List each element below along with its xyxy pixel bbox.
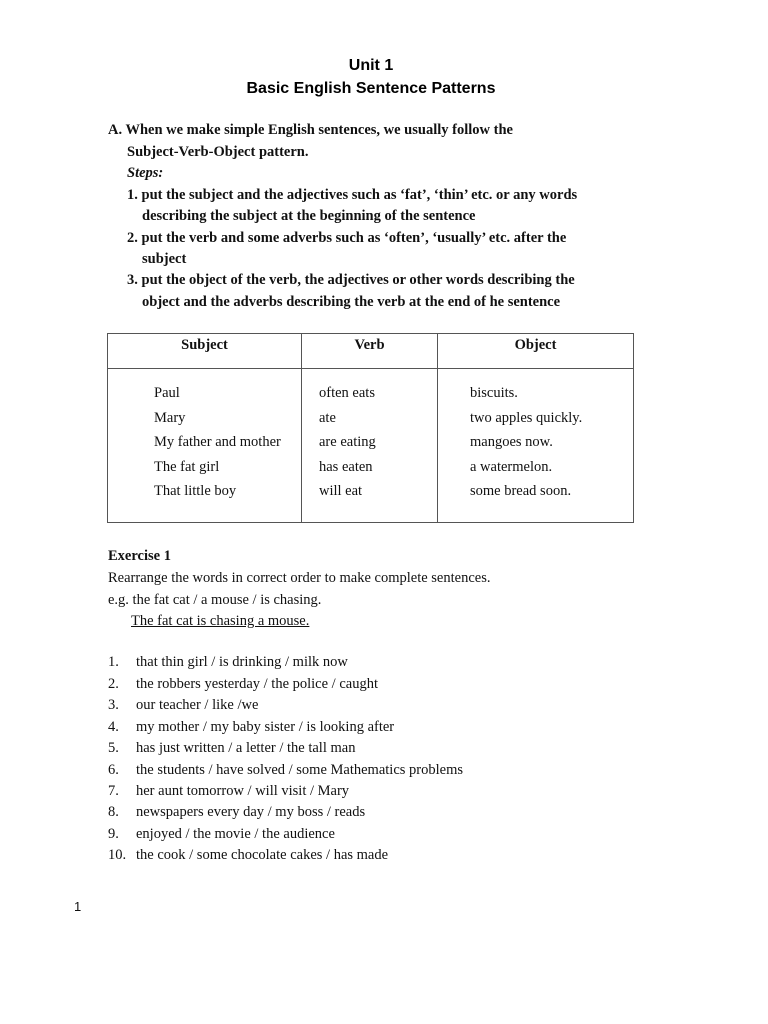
subject-cell: The fat girl xyxy=(154,458,220,475)
verb-cell: ate xyxy=(319,409,336,426)
item-number: 4. xyxy=(108,719,119,735)
page-number: 1 xyxy=(74,899,82,914)
item-text: our teacher / like /we xyxy=(136,697,259,713)
exercise-item xyxy=(108,802,365,823)
item-number: 5. xyxy=(108,740,119,756)
exercise-item xyxy=(108,781,349,802)
exercise-instruction: Rearrange the words in correct order to make complete sentences. xyxy=(108,570,491,586)
object-cell: biscuits. xyxy=(470,385,518,401)
exercise-example-answer: The fat cat is chasing a mouse. xyxy=(131,613,310,629)
verb-cell: will eat xyxy=(319,483,363,499)
item-number: 2. xyxy=(108,676,119,692)
exercise-item xyxy=(108,652,348,673)
step2-line1: 2. put the verb and some adverbs such as ‘often’, ‘usually’ etc. after the xyxy=(127,230,567,246)
item-text: her aunt tomorrow / will visit / Mary xyxy=(136,783,350,799)
verb-cell: has eaten xyxy=(319,458,373,475)
item-number: 9. xyxy=(108,826,119,842)
header-subject: Subject xyxy=(108,334,302,369)
page-title: Basic English Sentence Patterns xyxy=(246,80,496,97)
unit-heading: Unit 1 xyxy=(348,57,394,74)
item-text: my mother / my baby sister / is looking after xyxy=(136,719,395,735)
header-object: Object xyxy=(438,334,634,369)
item-number: 1. xyxy=(108,654,119,670)
subject-cell: Mary xyxy=(154,409,186,426)
subject-cell: My father and mother xyxy=(154,434,281,450)
exercise-example: e.g. the fat cat / a mouse / is chasing. xyxy=(108,592,322,608)
exercise-item xyxy=(108,824,335,845)
item-number: 3. xyxy=(108,697,119,713)
item-number: 7. xyxy=(108,783,119,799)
object-cell: some bread soon. xyxy=(470,483,572,499)
item-number: 8. xyxy=(108,804,119,820)
section-a-intro-line2: Subject-Verb-Object pattern. xyxy=(127,144,309,160)
header-verb: Verb xyxy=(302,334,438,369)
section-a-intro-line1: A. When we make simple English sentences, we usually follow the xyxy=(108,122,513,138)
subject-column xyxy=(108,369,302,523)
item-text: newspapers every day / my boss / reads xyxy=(136,804,366,820)
subject-cell: Paul xyxy=(154,385,180,401)
item-text: the robbers yesterday / the police / caught xyxy=(136,676,378,692)
item-number: 6. xyxy=(108,762,119,778)
verb-cell: often eats xyxy=(319,385,375,401)
item-text: the students / have solved / some Mathematics problems xyxy=(136,762,463,778)
verb-cell: are eating xyxy=(319,434,376,450)
step1-line1: 1. put the subject and the adjectives such as ‘fat’, ‘thin’ etc. or any words xyxy=(127,187,578,203)
item-text: has just written / a letter / the tall man xyxy=(136,740,356,756)
exercise-item xyxy=(108,738,355,759)
step2-line2: subject xyxy=(142,251,187,267)
exercise-item xyxy=(108,760,463,781)
object-cell: a watermelon. xyxy=(470,458,553,475)
object-cell: two apples quickly. xyxy=(470,409,583,426)
verb-column xyxy=(302,369,438,523)
object-cell: mangoes now. xyxy=(470,434,553,450)
table-body-row xyxy=(108,369,634,523)
subject-cell: That little boy xyxy=(154,483,237,499)
exercise-item xyxy=(108,695,258,716)
item-number: 10. xyxy=(108,847,127,863)
item-text: that thin girl / is drinking / milk now xyxy=(136,654,348,670)
object-column xyxy=(438,369,634,523)
exercise-item xyxy=(108,717,394,738)
sentence-pattern-table xyxy=(107,333,634,523)
step1-line2: describing the subject at the beginning of the sentence xyxy=(142,208,476,224)
item-text: enjoyed / the movie / the audience xyxy=(136,826,335,842)
exercise-item xyxy=(108,674,378,695)
step3-line2: object and the adverbs describing the verb at the end of he sentence xyxy=(142,294,561,310)
steps-label: Steps: xyxy=(127,165,164,181)
table-header-row xyxy=(108,334,634,369)
step3-line1: 3. put the object of the verb, the adjectives or other words describing the xyxy=(127,272,575,288)
item-text: the cook / some chocolate cakes / has made xyxy=(136,847,389,863)
exercise-item xyxy=(108,845,388,866)
exercise-title: Exercise 1 xyxy=(108,548,171,564)
